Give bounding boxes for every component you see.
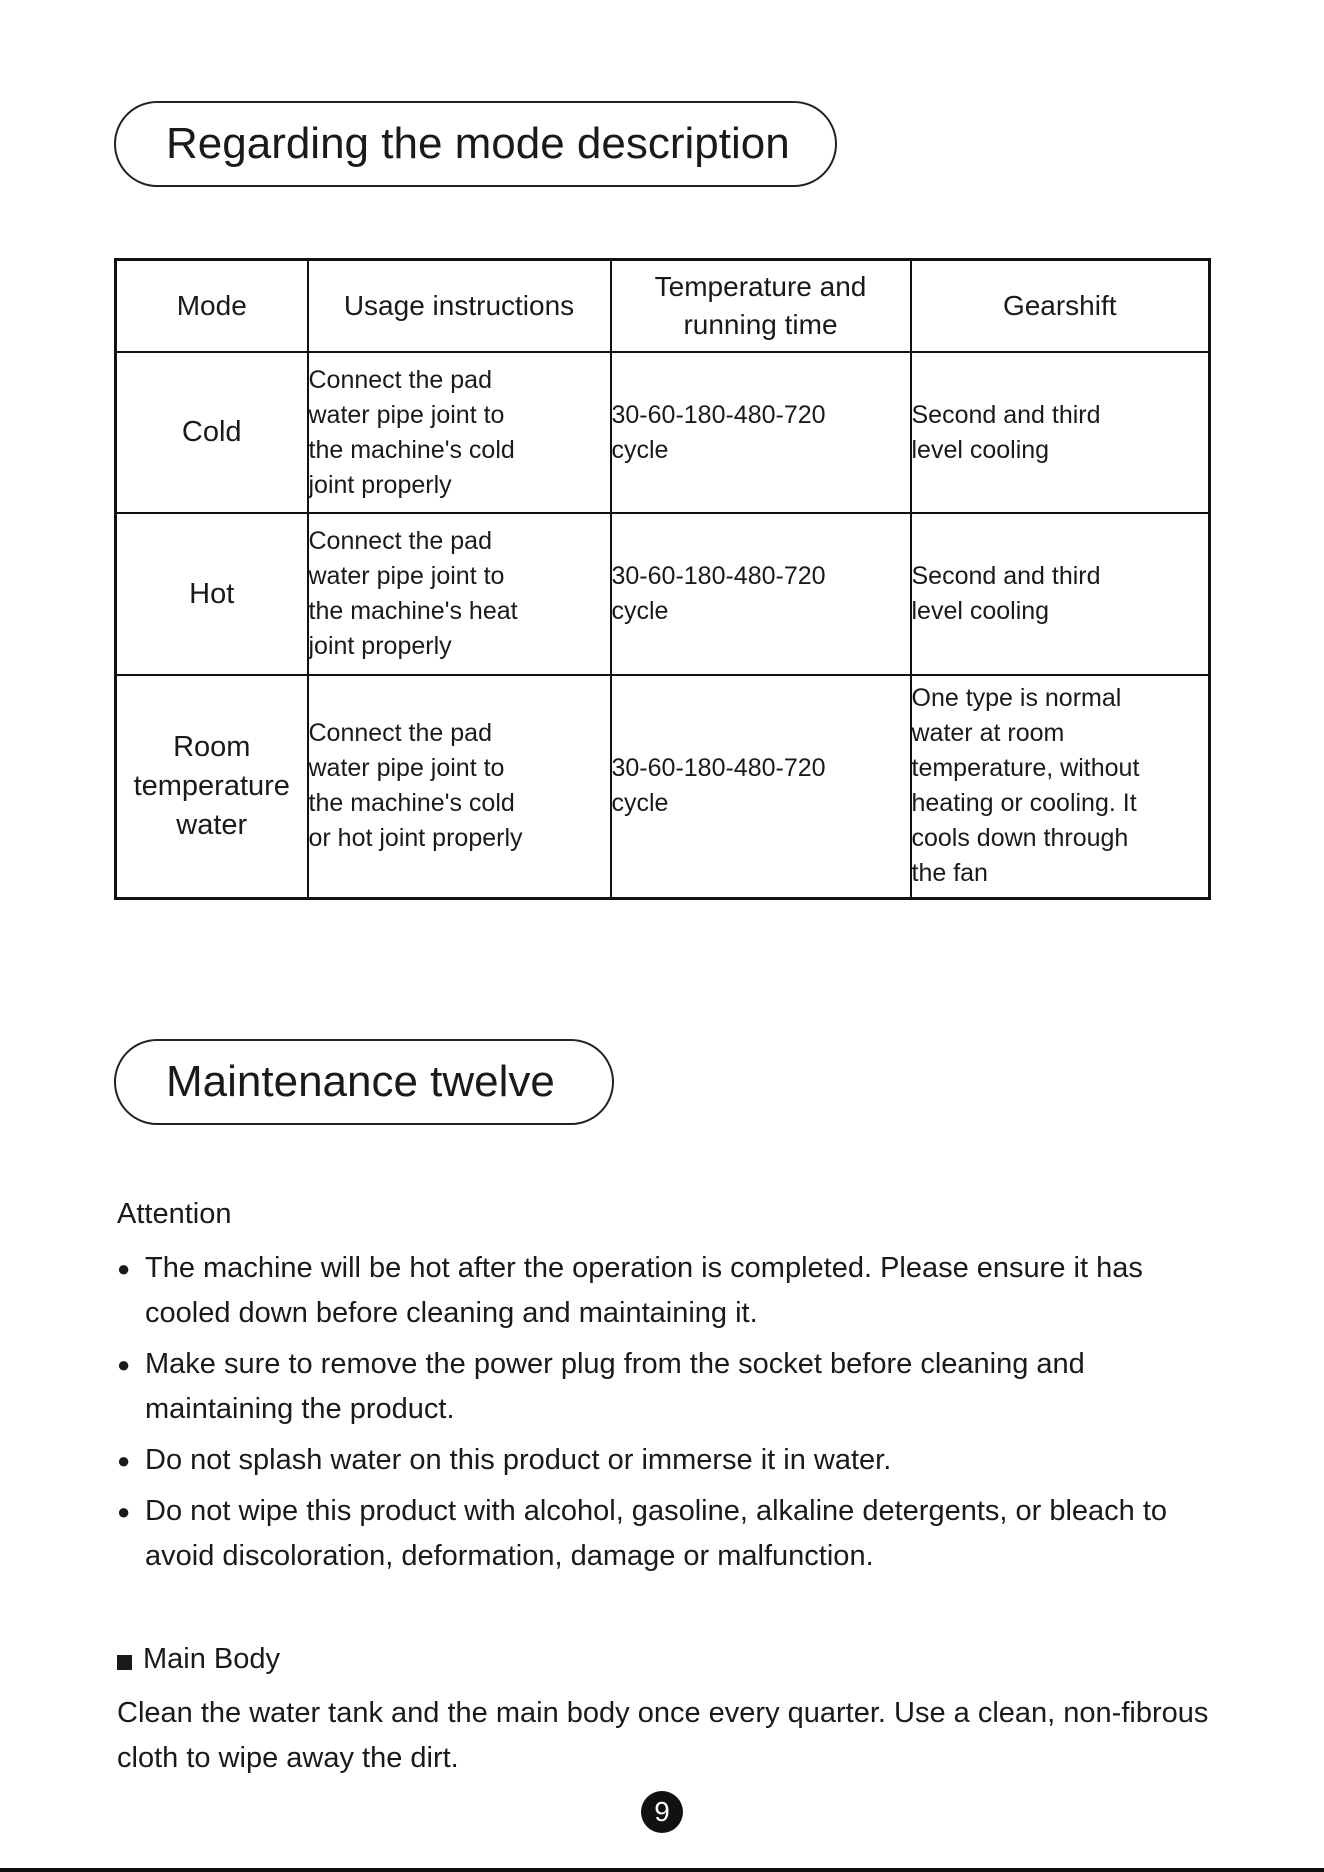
square-bullet-icon bbox=[117, 1655, 132, 1670]
mode-cell: Room temperature water bbox=[116, 675, 308, 898]
gearshift-cell: Second and third level cooling bbox=[911, 352, 1210, 513]
gearshift-cell: One type is normal water at room temperature, without heating or cooling. It cools down through the fan bbox=[911, 675, 1210, 898]
list-item bbox=[117, 1438, 1207, 1483]
section-heading-mode-description: Regarding the mode description bbox=[114, 101, 837, 187]
section-heading-maintenance: Maintenance twelve bbox=[114, 1039, 614, 1125]
table-header-row bbox=[116, 260, 1210, 353]
list-item-text: Do not wipe this product with alcohol, gasoline, alkaline detergents, or bleach to avoid discoloration, deformation, damage or malfunction. bbox=[145, 1495, 1168, 1572]
temperature-time-cell: 30-60-180-480-720 cycle bbox=[611, 352, 911, 513]
temperature-time-cell: 30-60-180-480-720 cycle bbox=[611, 513, 911, 675]
attention-list bbox=[117, 1246, 1207, 1585]
header-usage-instructions: Usage instructions bbox=[308, 260, 611, 353]
gearshift-cell: Second and third level cooling bbox=[911, 513, 1210, 675]
bullet-icon: ● bbox=[117, 1499, 131, 1524]
usage-cell: Connect the pad water pipe joint to the machine's cold joint properly bbox=[308, 352, 611, 513]
list-item-text: The machine will be hot after the operation is completed. Please ensure it has cooled down before cleaning and maintaining it. bbox=[145, 1252, 1143, 1329]
table-row bbox=[116, 675, 1210, 898]
list-item bbox=[117, 1489, 1207, 1579]
usage-cell: Connect the pad water pipe joint to the machine's heat joint properly bbox=[308, 513, 611, 675]
mode-table bbox=[114, 258, 1211, 900]
list-item-text: Make sure to remove the power plug from the socket before cleaning and maintaining the product. bbox=[145, 1348, 1085, 1425]
bullet-icon: ● bbox=[117, 1448, 131, 1473]
bullet-icon: ● bbox=[117, 1256, 131, 1281]
temperature-time-cell: 30-60-180-480-720 cycle bbox=[611, 675, 911, 898]
main-body-title bbox=[117, 1643, 280, 1676]
list-item-text: Do not splash water on this product or immerse it in water. bbox=[145, 1444, 892, 1476]
table-row bbox=[116, 352, 1210, 513]
page-number-badge: 9 bbox=[641, 1791, 683, 1833]
list-item bbox=[117, 1342, 1207, 1432]
mode-cell: Hot bbox=[116, 513, 308, 675]
usage-cell: Connect the pad water pipe joint to the machine's cold or hot joint properly bbox=[308, 675, 611, 898]
main-body-title-text: Main Body bbox=[143, 1643, 281, 1675]
bullet-icon: ● bbox=[117, 1352, 131, 1377]
mode-cell: Cold bbox=[116, 352, 308, 513]
attention-title: Attention bbox=[117, 1198, 232, 1230]
header-mode: Mode bbox=[116, 260, 308, 353]
main-body-text: Clean the water tank and the main body once every quarter. Use a clean, non-fibrous cloth to wipe away the dirt. bbox=[117, 1697, 1209, 1774]
header-gearshift: Gearshift bbox=[911, 260, 1210, 353]
list-item bbox=[117, 1246, 1207, 1336]
bottom-divider bbox=[0, 1868, 1324, 1872]
header-temperature-running-time: Temperature and running time bbox=[611, 260, 911, 353]
table-row bbox=[116, 513, 1210, 675]
